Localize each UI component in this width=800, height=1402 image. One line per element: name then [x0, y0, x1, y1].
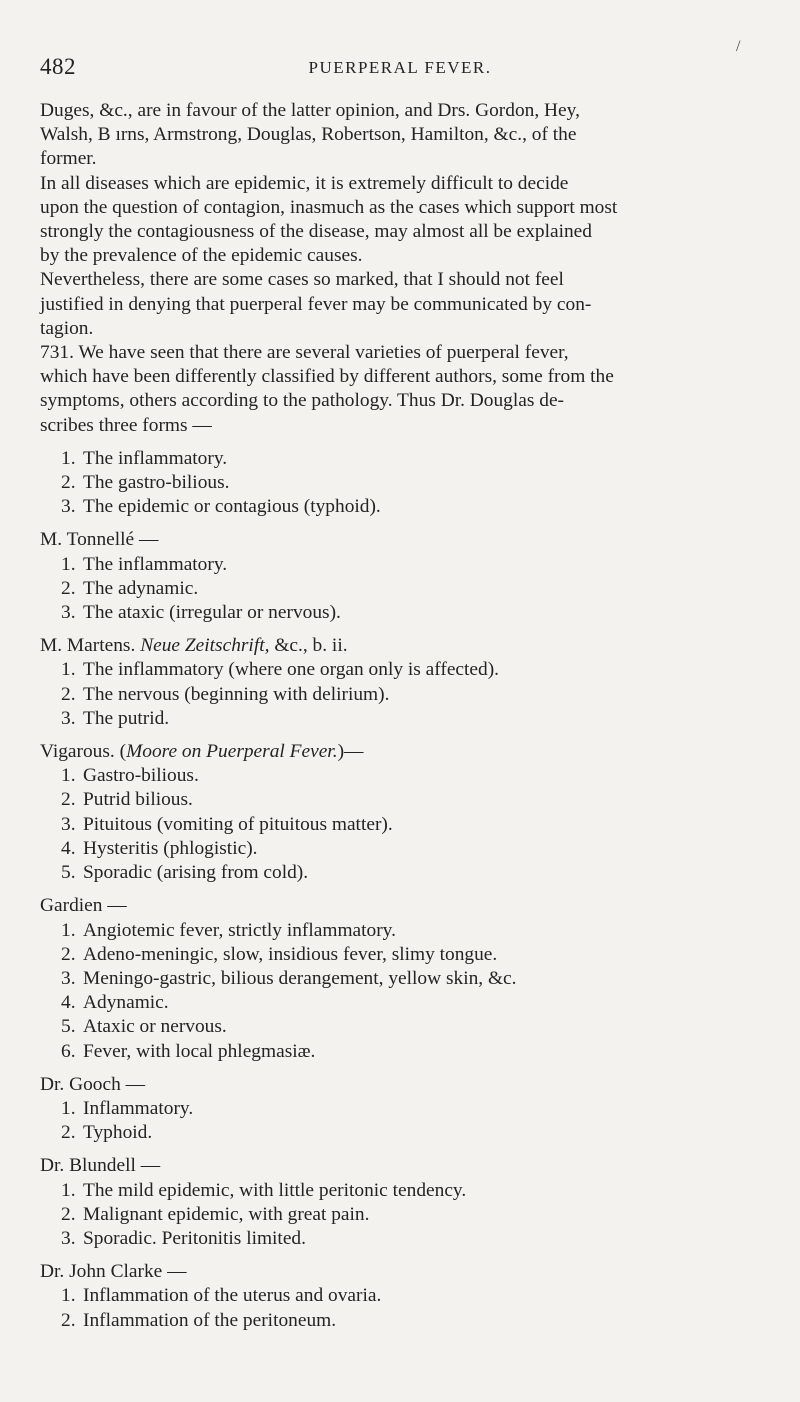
list-item: 2. Adeno-meningic, slow, insidious fever, slimy tongue.: [61, 943, 498, 965]
page-header: [40, 54, 760, 84]
classification-list: [40, 919, 765, 1064]
corner-mark: /: [736, 38, 741, 55]
body-text: [40, 99, 765, 1333]
list-item: 1. Inflammatory.: [61, 1097, 194, 1119]
text-line: symptoms, others according to the pathology. Thus Dr. Douglas de-: [40, 390, 565, 412]
text-line: scribes three forms —: [40, 414, 212, 436]
page-number: 482: [40, 54, 76, 79]
list-item: 5. Sporadic (arising from cold).: [61, 862, 309, 884]
list-item: 1. The inflammatory.: [61, 553, 228, 575]
list-item: 3. Sporadic. Peritonitis limited.: [61, 1227, 306, 1249]
list-item: 2. Inflammation of the peritoneum.: [61, 1309, 337, 1331]
text-line: upon the question of contagion, inasmuch as the cases which support most: [40, 196, 618, 218]
classification-douglas: [40, 447, 765, 520]
classification-john-clarke: [40, 1260, 765, 1333]
paragraph: [40, 99, 765, 172]
paragraph-731: [40, 341, 765, 438]
running-title: PUERPERAL FEVER.: [308, 58, 492, 77]
scheme-author: Dr. Gooch —: [40, 1073, 146, 1095]
classification-vigarous: [40, 740, 765, 885]
paragraph: [40, 172, 765, 269]
scheme-author: M. Tonnellé —: [40, 529, 159, 551]
list-item: 3. Meningo-gastric, bilious derangement, yellow skin, &c.: [61, 967, 517, 989]
text-line: 731. We have seen that there are several varieties of puerperal fever,: [40, 342, 569, 364]
list-item: 2. Putrid bilious.: [61, 789, 193, 811]
list-item: 2. The adynamic.: [61, 577, 199, 599]
list-item: 2. The gastro-bilious.: [61, 472, 230, 494]
classification-list: [40, 447, 765, 520]
text-line: strongly the contagiousness of the disease, may almost all be explained: [40, 221, 592, 243]
text-line: by the prevalence of the epidemic causes.: [40, 245, 363, 267]
scheme-author: Gardien —: [40, 895, 127, 917]
list-item: 3. The putrid.: [61, 707, 170, 729]
classification-list: [40, 764, 765, 885]
scheme-author: Dr. John Clarke —: [40, 1261, 187, 1283]
classification-blundell: [40, 1154, 765, 1251]
text-line: tagion.: [40, 317, 94, 339]
text-line: former.: [40, 148, 97, 170]
text-line: which have been differently classified by different authors, some from the: [40, 366, 614, 388]
list-item: 1. The inflammatory.: [61, 447, 228, 469]
paragraph: [40, 268, 765, 341]
classification-martens: [40, 634, 765, 731]
list-item: 3. The epidemic or contagious (typhoid).: [61, 496, 381, 518]
text-line: In all diseases which are epidemic, it is extremely difficult to decide: [40, 172, 569, 194]
scheme-author: M. Martens. Neue Zeitschrift, &c., b. ii.: [40, 635, 348, 657]
list-item: 1. The inflammatory (where one organ only is affected).: [61, 659, 500, 681]
list-item: 4. Hysteritis (phlogistic).: [61, 837, 258, 859]
classification-tonnelle: [40, 528, 765, 625]
text-line: justified in denying that puerperal fever may be communicated by con-: [40, 293, 592, 315]
scheme-author: Vigarous. (Moore on Puerperal Fever.)—: [40, 741, 364, 763]
text-line: Nevertheless, there are some cases so marked, that I should not feel: [40, 269, 564, 291]
classification-list: [40, 553, 765, 626]
classification-list: [40, 1179, 765, 1252]
list-item: 2. Typhoid.: [61, 1122, 153, 1144]
list-item: 5. Ataxic or nervous.: [61, 1016, 227, 1038]
list-item: 3. Pituitous (vomiting of pituitous matter).: [61, 813, 393, 835]
text-line: Walsh, B ırns, Armstrong, Douglas, Robertson, Hamilton, &c., of the: [40, 124, 577, 146]
list-item: 2. Malignant epidemic, with great pain.: [61, 1203, 370, 1225]
source-title: Moore on Puerperal Fever.: [126, 741, 338, 763]
text-line: Duges, &c., are in favour of the latter opinion, and Drs. Gordon, Hey,: [40, 100, 580, 121]
list-item: 1. Gastro-bilious.: [61, 765, 199, 787]
list-item: 2. The nervous (beginning with delirium).: [61, 683, 390, 705]
list-item: 1. Angiotemic fever, strictly inflammatory.: [61, 919, 396, 941]
list-item: 1. The mild epidemic, with little peritonic tendency.: [61, 1179, 467, 1201]
classification-list: [40, 658, 765, 731]
list-item: 1. Inflammation of the uterus and ovaria.: [61, 1285, 382, 1307]
classification-list: [40, 1097, 765, 1145]
list-item: 3. The ataxic (irregular or nervous).: [61, 602, 341, 624]
list-item: 6. Fever, with local phlegmasiæ.: [61, 1040, 316, 1062]
classification-list: [40, 1284, 765, 1332]
source-title: Neue Zeitschrift,: [140, 635, 270, 657]
classification-gardien: [40, 894, 765, 1063]
classification-gooch: [40, 1073, 765, 1146]
list-item: 4. Adynamic.: [61, 992, 169, 1014]
scheme-author: Dr. Blundell —: [40, 1155, 161, 1177]
